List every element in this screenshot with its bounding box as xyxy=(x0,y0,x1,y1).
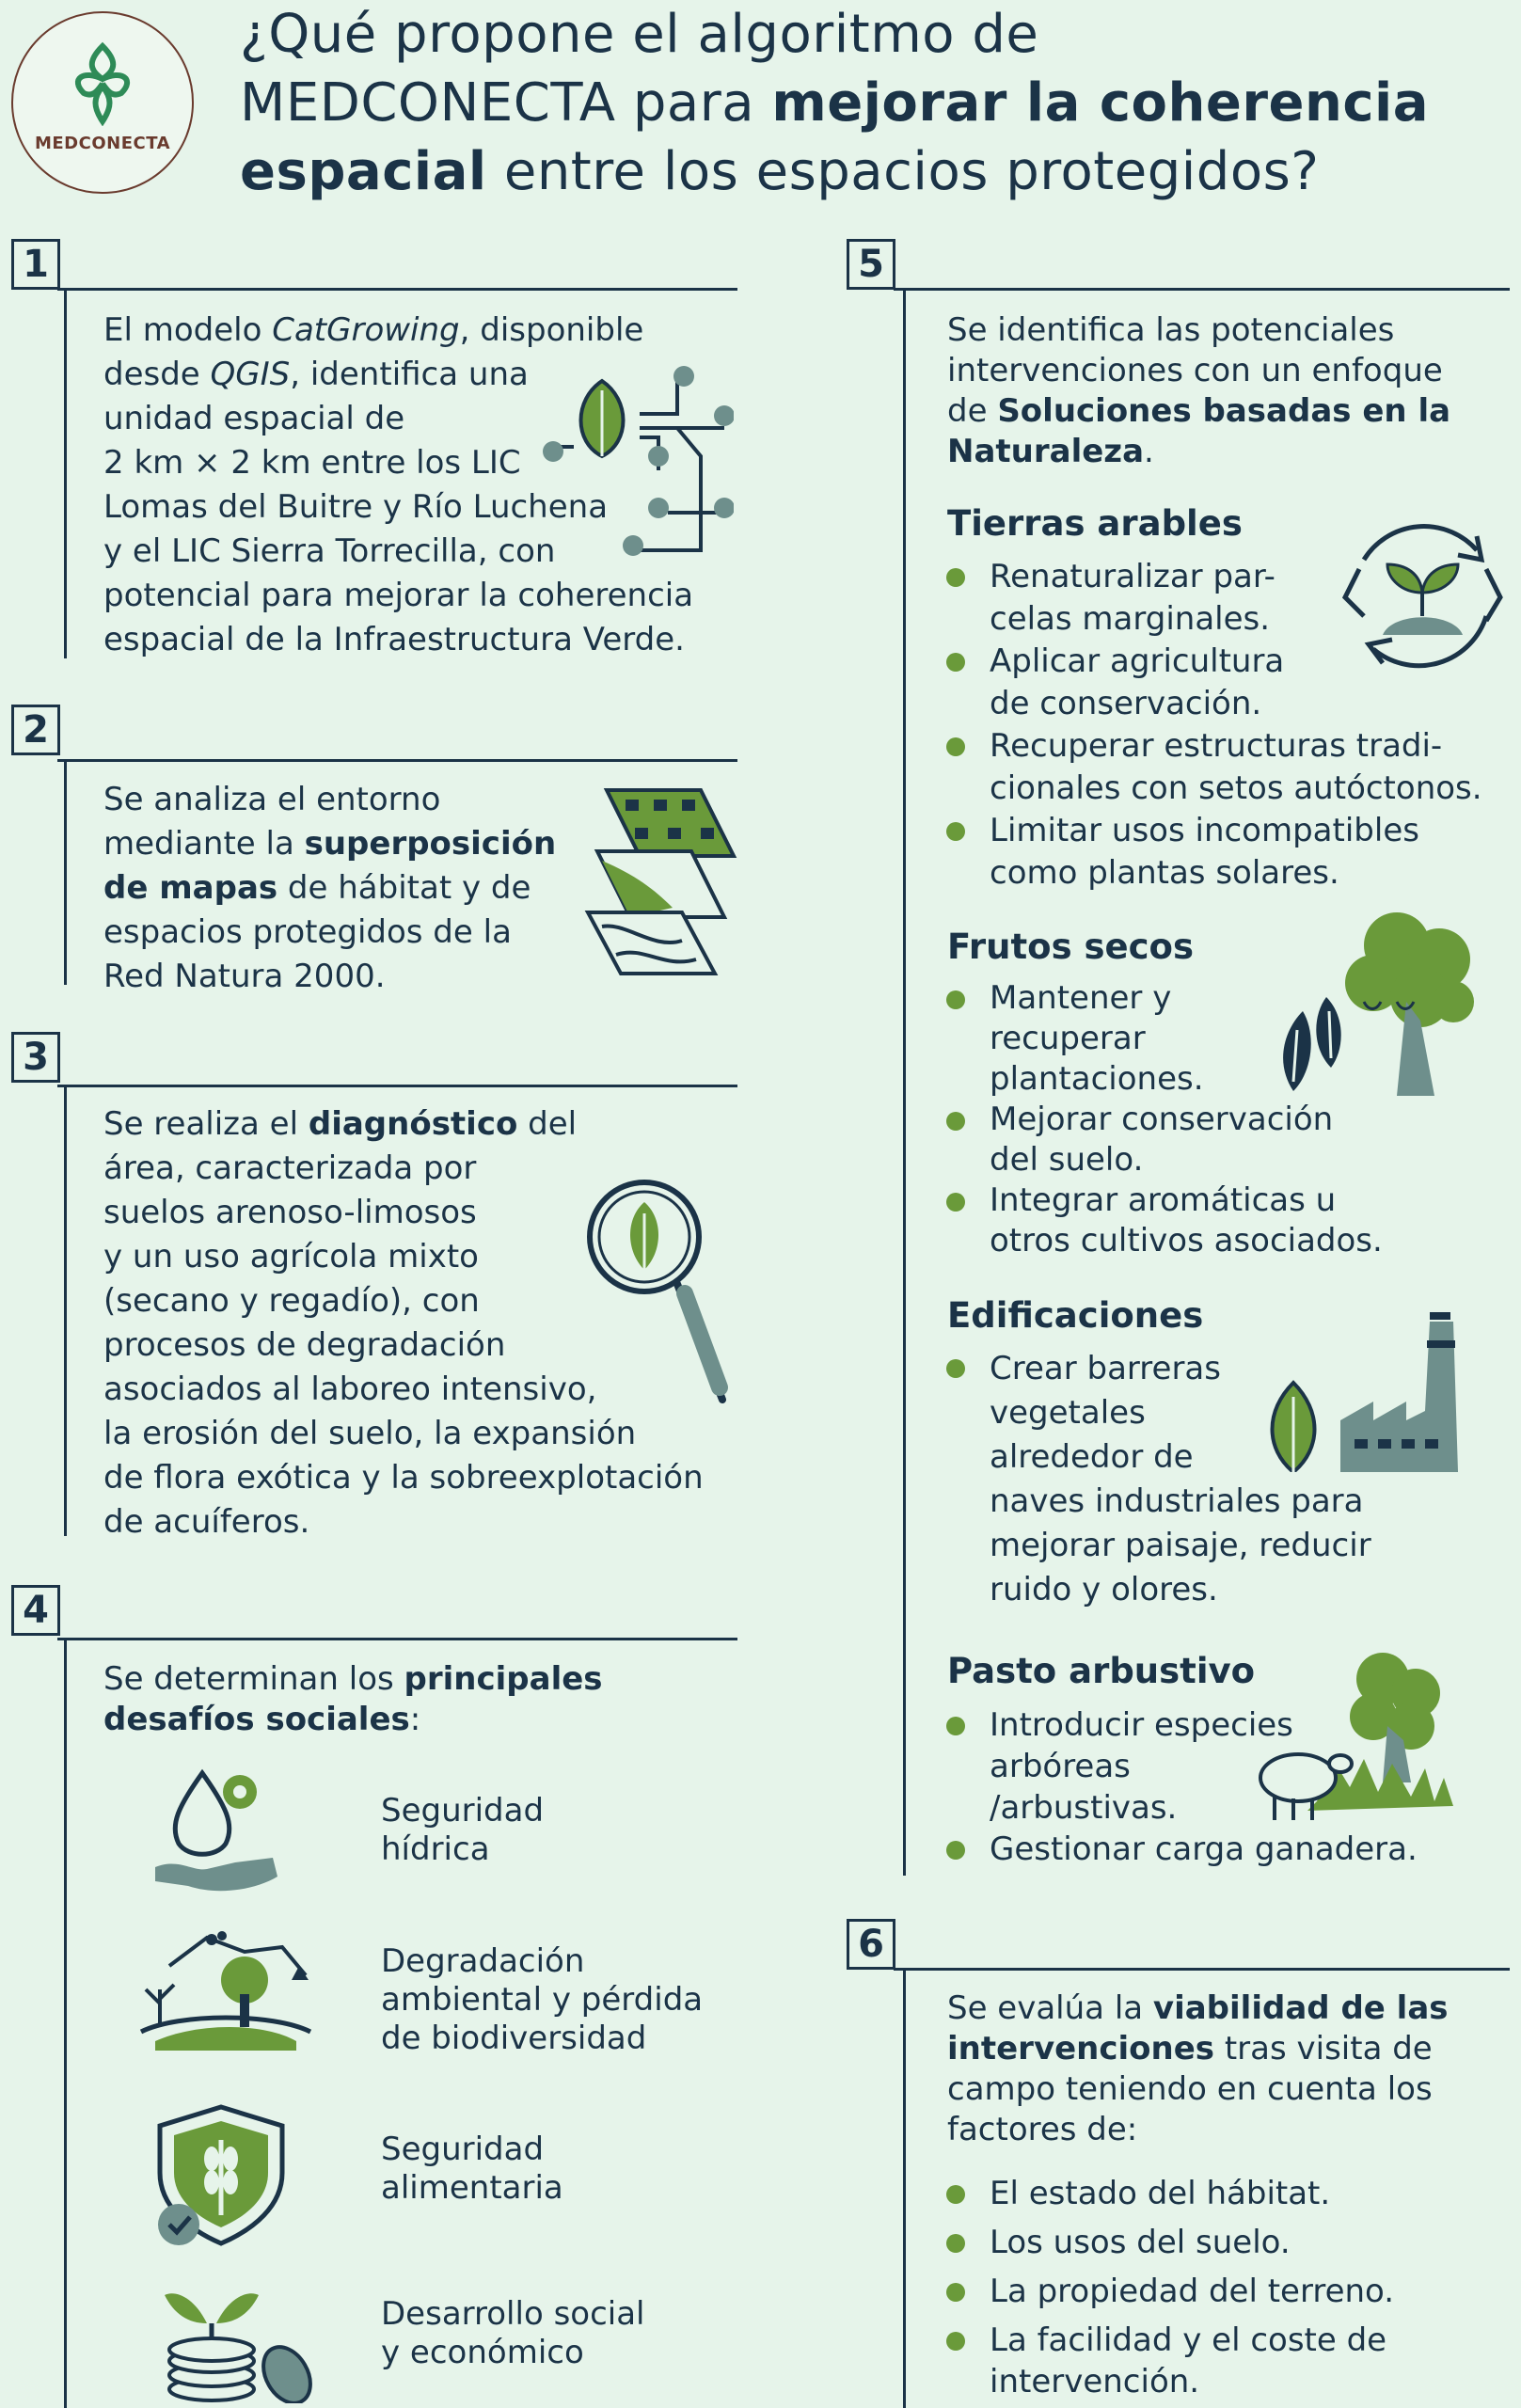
network-leaf-icon xyxy=(536,362,734,560)
section-2-border xyxy=(64,759,67,985)
challenge-3-label: Seguridad alimentaria xyxy=(381,2131,563,2207)
factory-leaf-icon xyxy=(1256,1307,1463,1472)
list-item: Crear barreras vegetales alrededor de naves industriales para mejorar paisaje, reducir ruido y olores. xyxy=(941,1347,1505,1612)
recycling-plant-icon xyxy=(1336,513,1510,677)
title-line-3b: entre los espacios protegidos? xyxy=(486,141,1320,202)
sheep-tree-icon xyxy=(1242,1646,1467,1825)
shield-wheat-icon xyxy=(151,2102,292,2248)
section-6-intro: Se evalúa la viabilidad de las intervenciones tras visita de campo teniendo en cuenta los factores de: xyxy=(947,1989,1449,2148)
list-item: Introducir especies arbóreas /arbustivas. xyxy=(941,1704,1505,1829)
section-1-text: El modelo CatGrowing, disponible desde QGIS, identifica una unidad espacial de 2 km × 2 km entre los LIC Lomas del Buitre y Río Luchena y el LIC Sierra Torrecilla, con potencial para mejorar la coherencia espacial de la Infraestructura Verde. xyxy=(103,311,694,658)
section-3-text: Se realiza el diagnóstico del área, caracterizada por suelos arenoso-limosos y un uso agrícola mixto (secano y regadío), con procesos de degradación asociados al laboreo intensivo, la erosión del suelo, la expansión de flora exótica y la sobreexplotación de acuíferos. xyxy=(103,1105,704,1541)
list-item: Renaturalizar par- celas marginales. xyxy=(941,556,1521,641)
section-3-divider xyxy=(57,1085,737,1087)
list-item: Limitar usos incompatibles como plantas solares. xyxy=(941,810,1521,895)
list-item: Mejorar conservación del suelo. xyxy=(941,1100,1505,1180)
list-item: Mantener y recuperar plantaciones. xyxy=(941,978,1505,1100)
section-1-divider xyxy=(57,288,737,291)
section-4-text: Se determinan los principales desafíos sociales: xyxy=(103,1660,603,1738)
section-3-border xyxy=(64,1085,67,1536)
section-6-border xyxy=(903,1968,906,2408)
challenge-2-label: Degradación ambiental y pérdida de biodiversidad xyxy=(381,1942,704,2057)
page-title xyxy=(240,0,1519,206)
section-1-border xyxy=(64,288,67,658)
title-line-1: ¿Qué propone el algoritmo de xyxy=(240,4,1039,65)
section-5-number: 5 xyxy=(847,239,895,290)
group-title-edificaciones: Edificaciones xyxy=(947,1295,1204,1336)
section-2-number: 2 xyxy=(11,705,60,755)
coins-plant-icon xyxy=(155,2267,329,2403)
list-item: La facilidad y el coste de intervención. xyxy=(941,2320,1505,2402)
leaf-logo-icon xyxy=(65,41,140,126)
section-3-number: 3 xyxy=(11,1032,60,1083)
section-4-border xyxy=(64,1638,67,2408)
nut-tree-icon xyxy=(1256,908,1491,1105)
list-item: La propiedad del terreno. xyxy=(941,2271,1505,2312)
list-item: Integrar aromáticas u otros cultivos asociados. xyxy=(941,1180,1505,1261)
list-item: Recuperar estructuras tradi- cionales con setos autóctonos. xyxy=(941,725,1521,810)
section-5-divider xyxy=(894,288,1510,291)
group-title-pasto-arbustivo: Pasto arbustivo xyxy=(947,1651,1256,1691)
challenge-4-label: Desarrollo social y económico xyxy=(381,2295,645,2371)
title-line-3a: espacial xyxy=(240,141,487,202)
title-line-2a: MEDCONECTA para xyxy=(240,72,772,134)
list-viabilidad xyxy=(941,2173,1505,2402)
list-item: El estado del hábitat. xyxy=(941,2173,1505,2214)
section-4-divider xyxy=(57,1638,737,1640)
group-title-frutos-secos: Frutos secos xyxy=(947,927,1194,967)
section-2-divider xyxy=(57,759,737,762)
title-line-2b: mejorar la coherencia xyxy=(771,72,1430,134)
medconecta-logo xyxy=(11,11,194,194)
section-6-number: 6 xyxy=(847,1919,895,1970)
logo-text: MEDCONECTA xyxy=(34,134,171,153)
map-layers-icon xyxy=(578,785,738,978)
list-item: Aplicar agricultura de conservación. xyxy=(941,641,1521,725)
list-item: Los usos del suelo. xyxy=(941,2222,1505,2263)
section-2-text: Se analiza el entorno mediante la superposición de mapas de hábitat y de espacios protegidos de la Red Natura 2000. xyxy=(103,781,557,995)
section-1-number: 1 xyxy=(11,239,60,290)
biodiversity-loss-icon xyxy=(132,1928,320,2069)
magnifier-leaf-icon xyxy=(583,1176,734,1411)
water-drop-hand-icon xyxy=(151,1764,292,1900)
section-4-number: 4 xyxy=(11,1585,60,1636)
challenge-1-label: Seguridad hídrica xyxy=(381,1792,545,1868)
list-item: Gestionar carga ganadera. xyxy=(941,1829,1505,1870)
section-6-divider xyxy=(894,1968,1510,1971)
section-5-intro: Se identifica las potenciales intervenciones con un enfoque de Soluciones basadas en la Naturaleza. xyxy=(947,311,1451,470)
group-title-tierras-arables: Tierras arables xyxy=(947,503,1243,544)
section-5-border xyxy=(903,288,906,1876)
